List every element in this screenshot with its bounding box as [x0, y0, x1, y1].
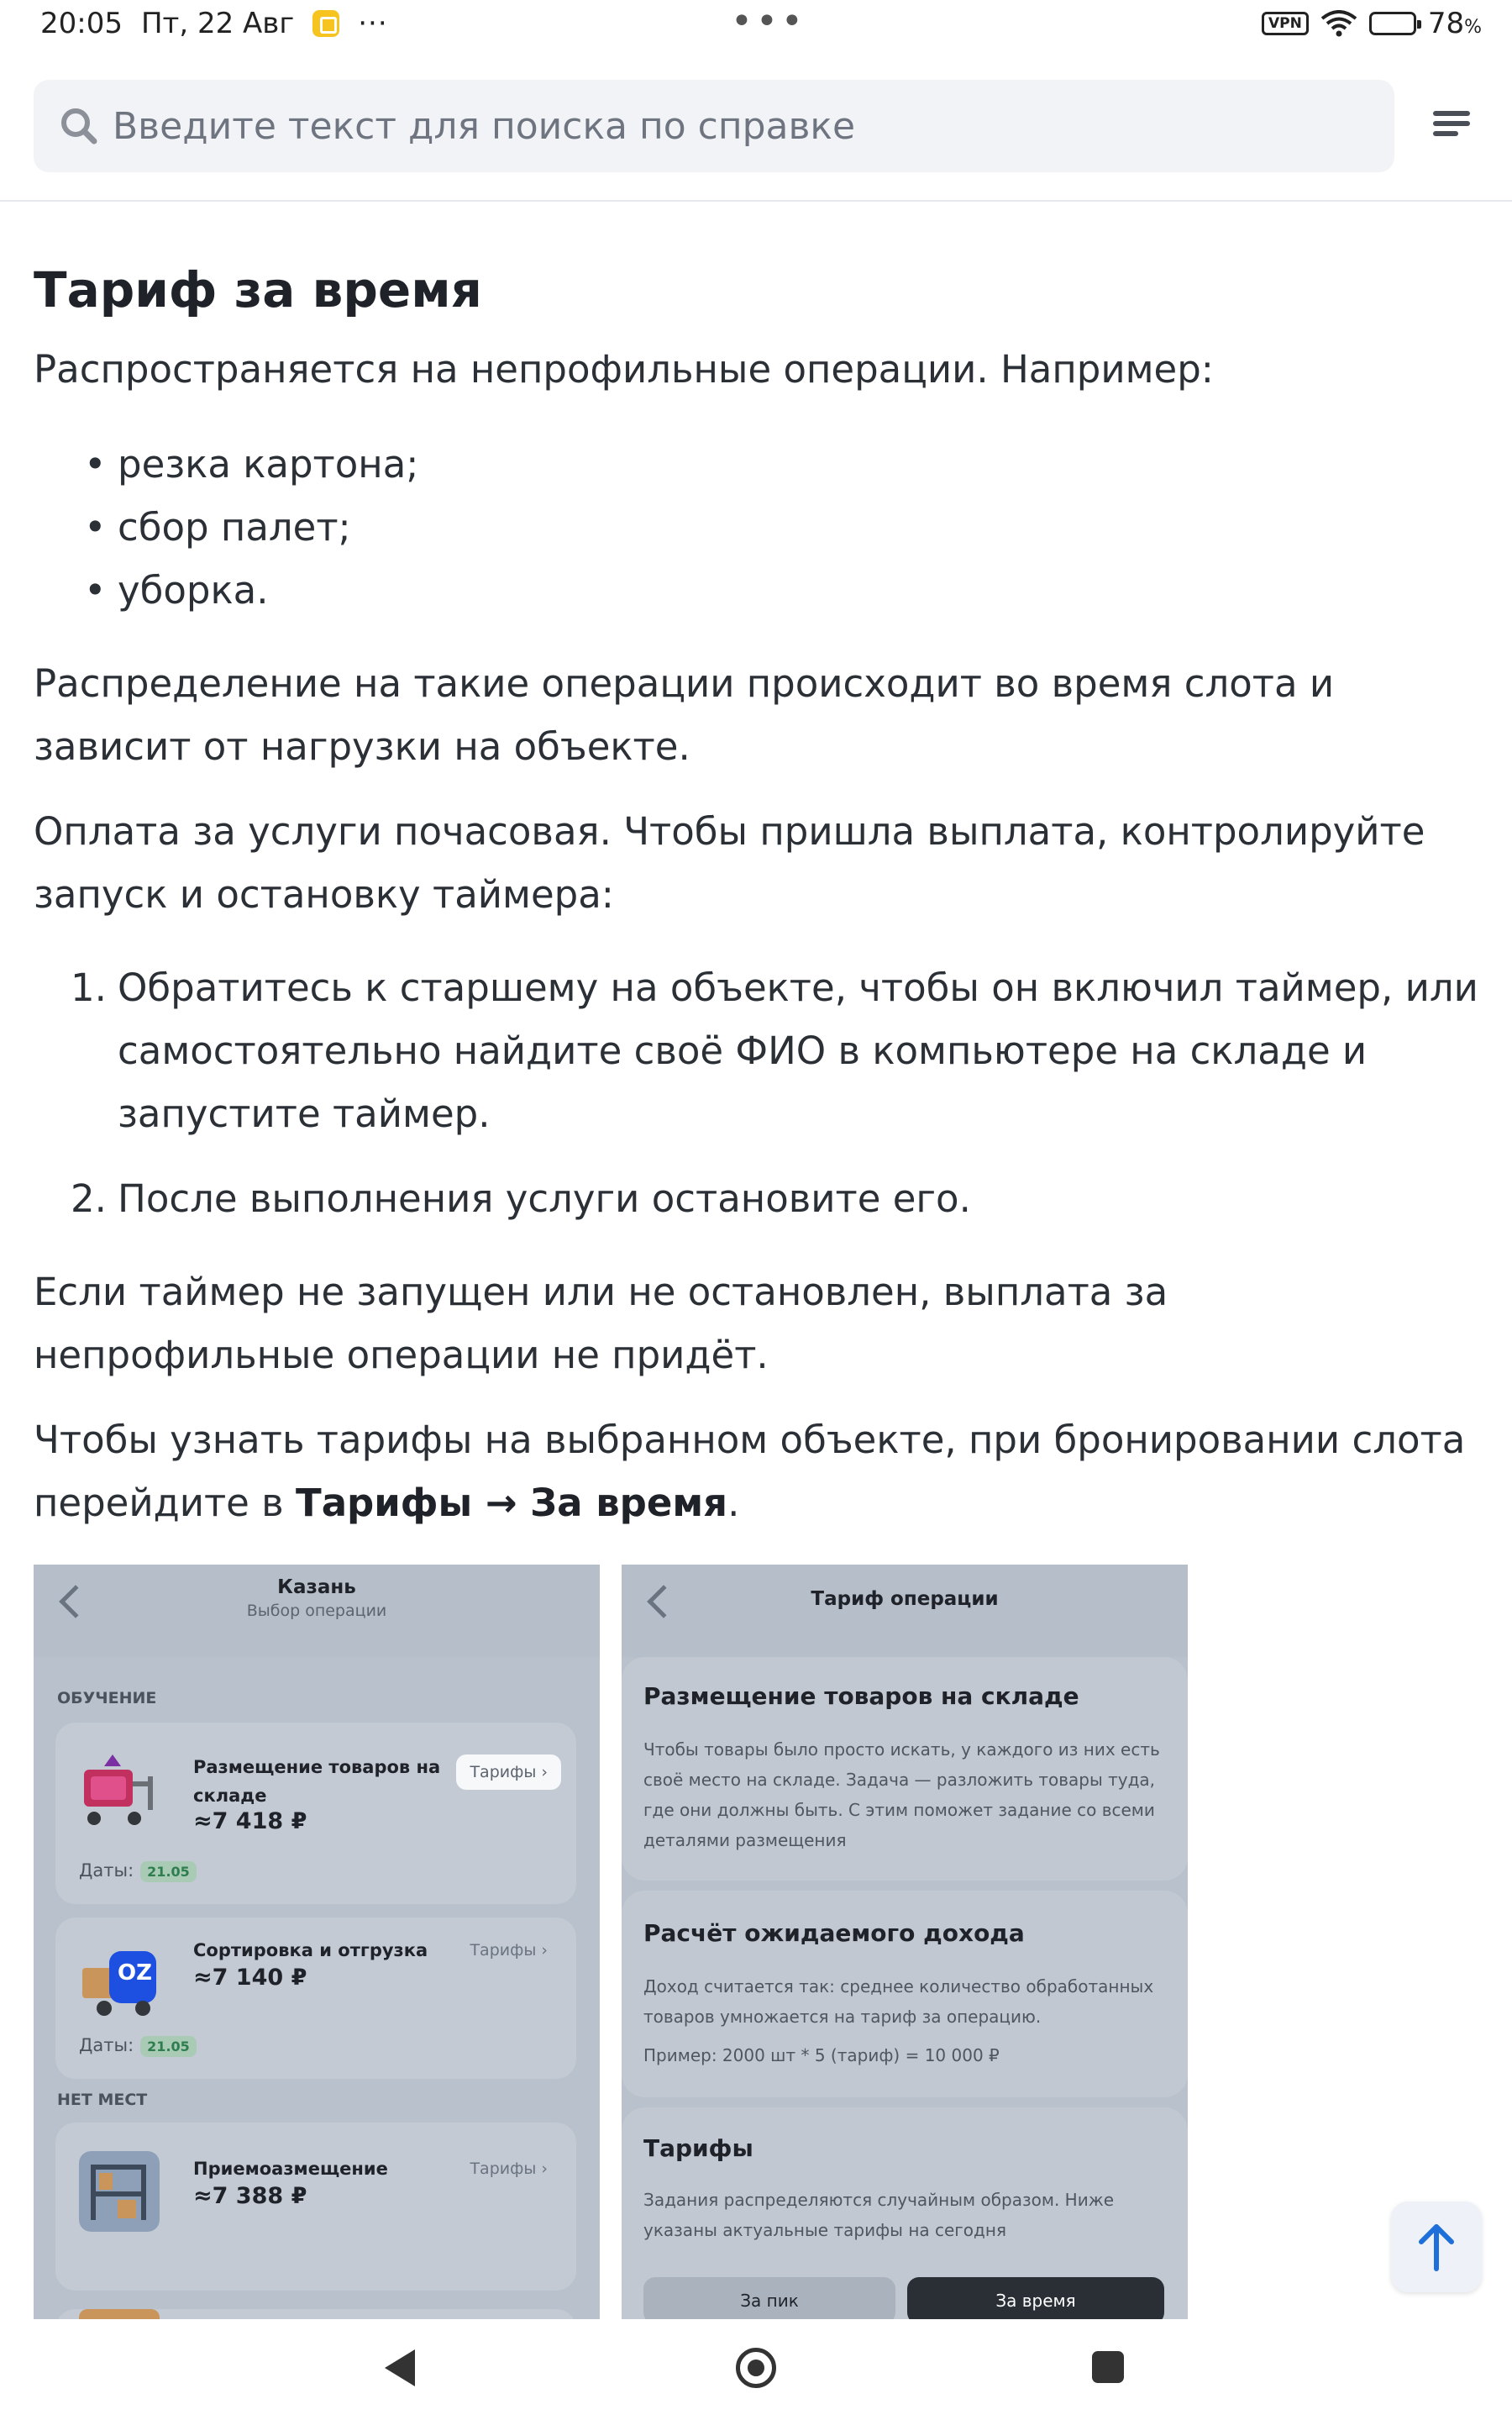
operation-card-partial [55, 2309, 576, 2319]
operation-price: ≈7 140 ₽ [193, 1965, 307, 1991]
operation-card [55, 1918, 576, 2079]
notification-app-icon [312, 10, 339, 37]
status-center-dots: ••• [731, 0, 806, 43]
card-title: Расчёт ожидаемого дохода [643, 1919, 1025, 1947]
operation-name: Сортировка и отгрузка [193, 1940, 428, 1960]
tariff-path: Тарифы → За время [296, 1481, 728, 1525]
article [34, 244, 1478, 1534]
battery-icon [1369, 12, 1416, 35]
screenshot-operation-list [34, 1565, 600, 2319]
payment-paragraph: Оплата за услуги почасовая. Чтобы пришла выплата, контролируйте запуск и остановку таймера: [34, 809, 1425, 917]
section-label-no-places: НЕТ МЕСТ [57, 2091, 148, 2109]
screenshot-header [622, 1565, 1188, 1657]
ozon-truck-illustration-icon [79, 1939, 160, 2020]
nav-recents-icon[interactable] [1092, 2351, 1124, 2383]
card-text: Чтобы товары было просто искать, у каждого из них есть своё место на складе. Задача — разложить товары туда, где они должны быть. С этим поможет задание со всеми деталями размещения [643, 1739, 1160, 1850]
warning-paragraph: Если таймер не запущен или не остановлен, выплата за непрофильные операции не придёт. [34, 1270, 1168, 1377]
tab-peak[interactable]: За пик [643, 2277, 895, 2319]
list-item: • сбор палет; [84, 496, 1478, 559]
steps-list [71, 956, 1478, 1230]
search-bar[interactable] [34, 80, 1394, 172]
card-text: Задания распределяются случайным образом. Ниже указаны актуальные тарифы на сегодня [643, 2190, 1115, 2240]
operation-name: Размещение товаров на складе [193, 1757, 441, 1806]
tariffs-button[interactable]: Тарифы › [470, 1941, 548, 1960]
status-date: Пт, 22 Авг [140, 7, 295, 40]
item-thumbnail [79, 2309, 160, 2319]
screen-subtitle: Выбор операции [246, 1602, 387, 1620]
card-text: Доход считается так: среднее количество обработанных товаров умножается на тариф за операцию. [643, 1976, 1154, 2027]
dates-row: Даты: 21.05 [79, 1860, 197, 1882]
menu-icon[interactable] [1433, 111, 1470, 141]
nav-home-icon[interactable] [736, 2348, 776, 2388]
screenshot-operation-tariff [622, 1565, 1188, 2319]
examples-list [84, 433, 1478, 622]
arrow-up-icon [1391, 2202, 1482, 2292]
screen-title: Тариф операции [811, 1588, 999, 1610]
vpn-icon: VPN [1262, 12, 1309, 35]
dates-row: Даты: 21.05 [79, 2035, 197, 2057]
operation-price: ≈7 418 ₽ [193, 1808, 307, 1834]
howto-paragraph: Чтобы узнать тарифы на выбранном объекте, при бронировании слота перейдите в Тарифы → За время. [34, 1418, 1466, 1525]
card-title: Размещение товаров на складе [643, 1682, 1079, 1710]
info-card [622, 1657, 1188, 1881]
search-input[interactable] [113, 105, 1373, 148]
article-title: Тариф за время [34, 261, 482, 318]
more-notifications-icon: ··· [358, 7, 388, 40]
tariffs-button[interactable]: Тарифы › [470, 2160, 548, 2178]
section-label-training: ОБУЧЕНИЕ [57, 1689, 157, 1707]
cart-illustration-icon [79, 1751, 160, 1832]
wifi-icon [1320, 10, 1357, 37]
step-item: 2. После выполнения услуги остановите его. [71, 1176, 971, 1221]
operation-card [55, 2123, 576, 2291]
nav-back-icon[interactable] [385, 2349, 415, 2386]
card-title: Тарифы [643, 2134, 753, 2162]
tariffs-button[interactable]: Тарифы › [456, 1754, 561, 1790]
list-item: • резка картона; [84, 433, 1478, 496]
search-icon [57, 104, 101, 148]
tab-time[interactable]: За время [907, 2277, 1164, 2319]
operation-price: ≈7 388 ₽ [193, 2183, 307, 2209]
screenshot-header [34, 1565, 600, 1657]
status-left [40, 7, 388, 40]
status-right [1262, 7, 1482, 40]
search-header [0, 50, 1512, 202]
step-item: 1. Обратитесь к старшему на объекте, чтобы он включил таймер, или самостоятельно найдите своё ФИО в компьютере на складе и запустите таймер. [71, 965, 1478, 1136]
distribution-paragraph: Распределение на такие операции происходит во время слота и зависит от нагрузки на объекте. [34, 661, 1335, 769]
date-badge: 21.05 [140, 2036, 197, 2057]
clock: 20:05 [40, 7, 123, 40]
battery-percent: 78% [1427, 7, 1482, 40]
shelving-illustration-icon [79, 2151, 160, 2232]
svg-text:OZ: OZ [118, 1960, 152, 1986]
operation-name: Приемоазмещение [193, 2159, 388, 2179]
status-bar [0, 0, 1512, 50]
income-card [622, 1891, 1188, 2097]
system-nav-bar [0, 2319, 1512, 2420]
city-title: Казань [277, 1576, 356, 1598]
date-badge: 21.05 [140, 1861, 197, 1882]
scroll-to-top-button[interactable] [1391, 2202, 1482, 2292]
list-item: • уборка. [84, 559, 1478, 622]
income-example: Пример: 2000 шт * 5 (тариф) = 10 000 ₽ [643, 2045, 1000, 2065]
operation-card [55, 1723, 576, 1904]
intro-paragraph: Распространяется на непрофильные операции. Например: [34, 347, 1214, 392]
